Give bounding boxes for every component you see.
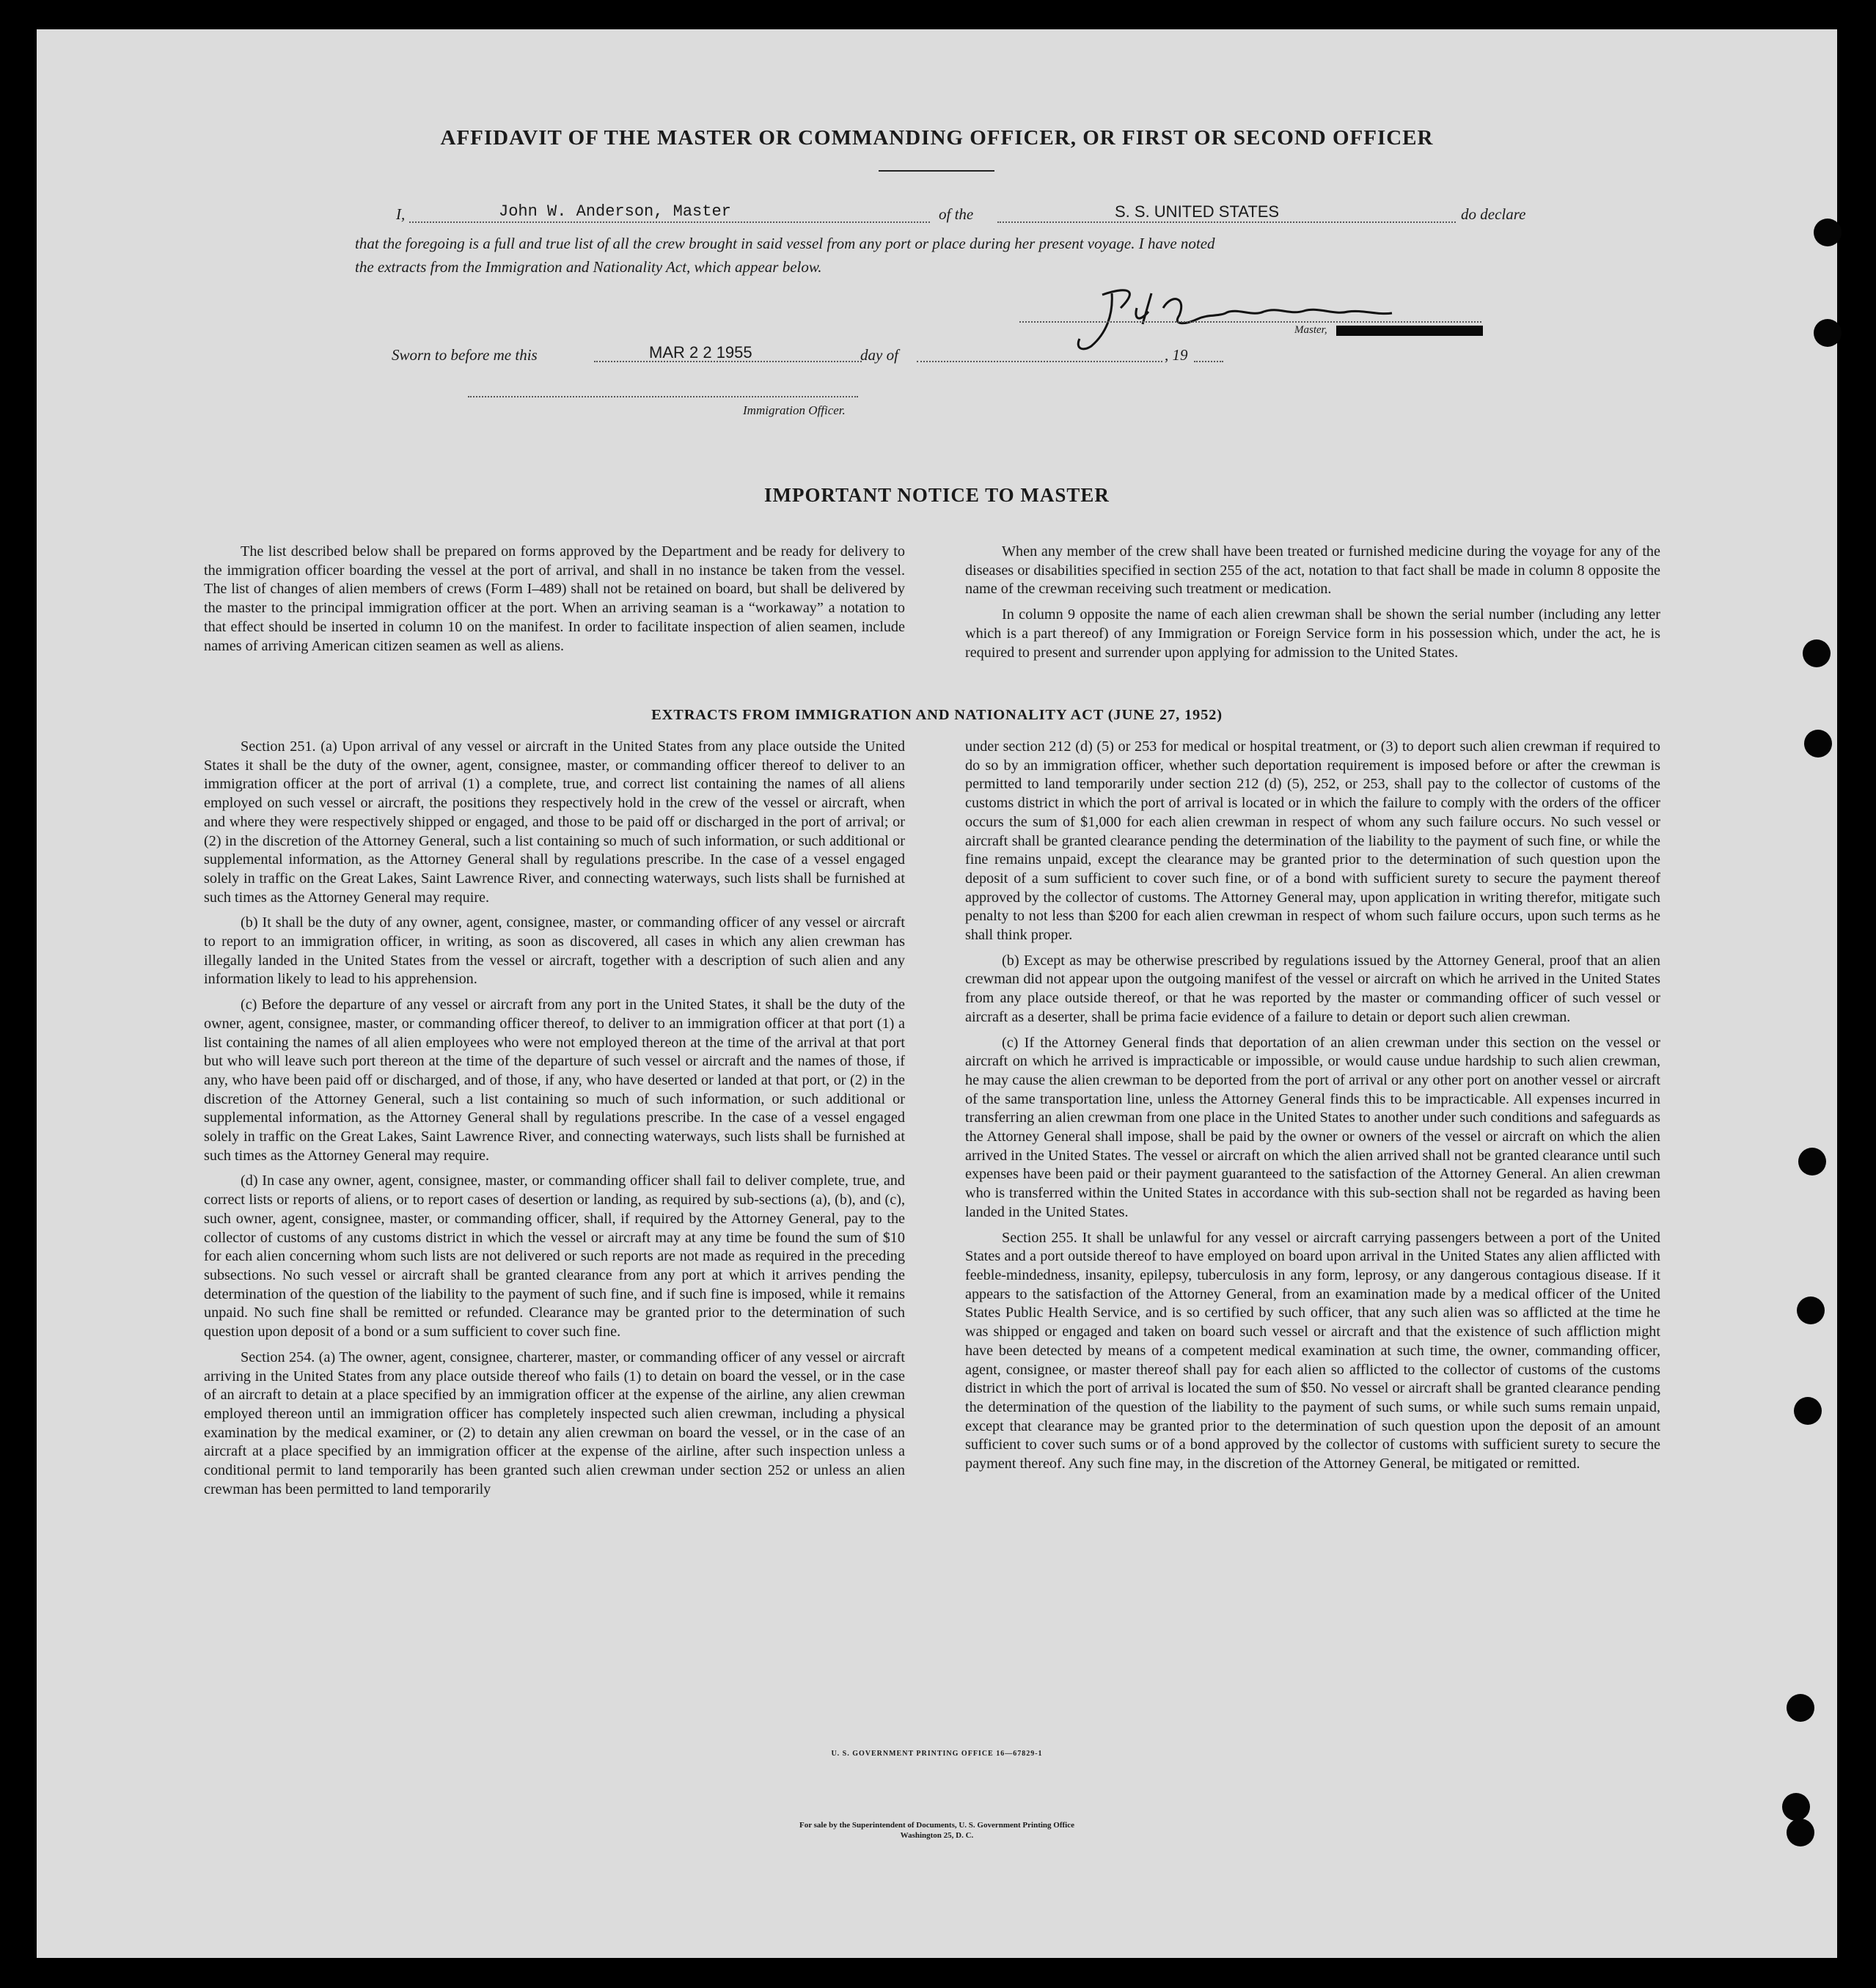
notice-paragraph: When any member of the crew shall have been treated or furnished medicine during the voyage for any of the diseases or disabilities specified in section 255 of the act, notation to that fact shall be made in column 8 opposite the name of the crewman receiving such treatment or medication. [965, 543, 1660, 598]
punch-hole [1798, 1148, 1826, 1175]
punch-hole [1814, 219, 1842, 246]
punch-hole [1794, 1397, 1822, 1425]
year-line [1194, 361, 1223, 362]
extracts-left-column [204, 738, 905, 1505]
section-paragraph: under section 212 (d) (5) or 253 for medical or hospital treatment, or (3) to deport such alien crewman if required to do so by an immigration officer, whether such deportation requirement is imposed before or after the crewman is permitted to land temporarily under section 212 (d) (5), 252, or 253, shall pay to the collector of customs of the customs district in which the port of arrival is located or in which the failure to comply with the orders of the officer occurs the sum of $1,000 for each alien crewman in respect of whom any such failure occurs. No such vessel or aircraft shall be granted clearance pending the determination of the liability to the payment of such fine, or while the fine remains unpaid, except the clearance may be granted prior to the determination of such question upon the deposit of a sum sufficient to cover such fine, or of a bond with sufficient surety to secure the payment thereof approved by the collector of customs. The Attorney General may, upon application in writing therefor, mitigate such penalty to not less than $200 for each alien crewman in respect of whom such failure occurs, upon such terms as he shall think proper. [965, 738, 1660, 944]
notice-left-column [204, 543, 905, 662]
of-the-label: of the [939, 205, 974, 223]
extracts-title: EXTRACTS FROM IMMIGRATION AND NATIONALITY ACT (JUNE 27, 1952) [651, 707, 1223, 723]
section-paragraph: Section 255. It shall be unlawful for any vessel or aircraft carrying passengers between a port of the United States and a port outside thereof to have employed on board upon arrival in the United States any alien afflicted with feeble-mindedness, insanity, epilepsy, tuberculosis in any form, leprosy, or any dangerous contagious disease. If it appears to the satisfaction of the Attorney General, from an examination made by a medical officer of the United States Public Health Service, and is so certified by such officer, that any such alien was so afflicted at the time he was shipped or engaged and taken on board such vessel or aircraft and that the existence of such affliction might have been detected by means of a competent medical examination at such time, the owner, commanding officer, agent, consignee, or master thereof shall pay for each alien so afflicted to the collector of customs of the customs district in which the port of arrival is located the sum of $50. No vessel or aircraft shall be granted clearance pending the determination of the question of the liability to the payment of such sums, or while such sums remain unpaid, except that clearance may be granted prior to the determination of such question upon the deposit of an amount sufficient to cover such sums or of a bond approved by the collector of customs with sufficient surety to secure the payment thereof. Any such fine may, in the discretion of the Attorney General, be mitigated or remitted. [965, 1229, 1660, 1472]
immigration-officer-label: Immigration Officer. [743, 403, 846, 417]
master-label: Master, [1294, 324, 1327, 336]
declaration-text-line3: the extracts from the Immigration and Nationality Act, which appear below. [355, 258, 822, 276]
signature-line [1019, 321, 1481, 323]
vessel-name: S. S. UNITED STATES [1115, 202, 1280, 221]
notice-right-column [965, 543, 1660, 669]
notice-paragraph: In column 9 opposite the name of each alien crewman shall be shown the serial number (including any letter which is a part thereof) of any Immigration or Foreign Service form in his possession which, under the act, he is required to present and surrender upon applying for admission to the United States. [965, 606, 1660, 661]
redaction-bar [1336, 326, 1483, 336]
section-paragraph: Section 254. (a) The owner, agent, consignee, charterer, master, or commanding officer of any vessel or aircraft arriving in the United States from any place outside thereof who fails (1) to detain on board the vessel, or in the case of an aircraft to detain at a place specified by an immigration officer at the expense of the airline, any alien crewman employed thereon until an immigration officer has completely inspected such alien crewman, including a physical examination by the medical examiner, or (2) to detain any alien crewman on board the vessel, or in the case of an aircraft at a place specified by an immigration officer at the expense of the airline, after such inspection unless a conditional permit to land temporarily has been granted such alien crewman under section 252 or unless an alien crewman has been permitted to land temporarily [204, 1349, 905, 1497]
section-paragraph: (c) If the Attorney General finds that deportation of an alien crewman under this section on the vessel or aircraft on which he arrived is impracticable or impossible, or would cause undue hardship to such alien crewman, he may cause the alien crewman to be deported from the port of arrival or any other port on another vessel or aircraft of the same transportation line, unless the Attorney General finds this to be impracticable. All expenses incurred in transferring an alien crewman from one place in the United States to another under such conditions and safeguards as the Attorney General shall impose, shall be paid by the owner or owners of the vessel or aircraft on which the alien arrived in the United States. The vessel or aircraft on which the alien arrived shall not be granted clearance until such expenses have been paid or their payment guaranteed to the satisfaction of the Attorney General. An alien crewman who is transferred within the United States in accordance with this sub-section shall not be regarded as having been landed in the United States. [965, 1034, 1660, 1220]
section-paragraph: (b) It shall be the duty of any owner, agent, consignee, master, or commanding officer of any vessel or aircraft to report to an immigration officer, in writing, as soon as discovered, all cases in which any alien crewman has illegally landed in the United States from the vessel or aircraft, together with a description of such alien and any information likely to lead to his apprehension. [204, 914, 905, 988]
declarant-name: John W. Anderson, Master [499, 202, 731, 221]
sale-notice [37, 1820, 1837, 1841]
sworn-date-stamp: MAR 2 2 1955 [649, 343, 752, 362]
year-prefix: , 19 [1165, 346, 1188, 364]
officer-signature-line [468, 396, 858, 397]
printing-office-code: U. S. GOVERNMENT PRINTING OFFICE 16—67829-1 [831, 1750, 1043, 1758]
vessel-line [997, 221, 1456, 223]
declarant-line [409, 221, 930, 223]
sale-line-1: For sale by the Superintendent of Documents, U. S. Government Printing Office [799, 1821, 1074, 1830]
master-signature [1069, 279, 1421, 359]
sale-line-2: Washington 25, D. C. [900, 1831, 974, 1840]
section-paragraph: (c) Before the departure of any vessel or aircraft from any port in the United States, it shall be the duty of the owner, agent, consignee, master, or commanding officer thereof, to deliver to an immigration officer at that port (1) a list containing the names of all alien employees who were not employed thereon at the time of the arrival at that port but who will leave such port thereon at the time of the departure of such vessel or aircraft and the names of those, if any, who have been paid off or discharged, and of those, if any, who have deserted or landed at that port, or (2) in the discretion of the Attorney General, such a list containing so much of such information, or such additional or supplemental information, as the Attorney General shall by regulations prescribe. In the case of a vessel engaged solely in traffic on the Great Lakes, Saint Lawrence River, and connecting waterways, such lists shall be furnished at such times as the Attorney General may require. [204, 997, 905, 1164]
affidavit-title: AFFIDAVIT OF THE MASTER OR COMMANDING OFFICER, OR FIRST OR SECOND OFFICER [440, 126, 1434, 150]
punch-hole [1803, 639, 1831, 667]
punch-hole [1814, 319, 1842, 347]
notice-title: IMPORTANT NOTICE TO MASTER [764, 484, 1110, 506]
month-line [917, 361, 1162, 362]
declare-label: do declare [1461, 205, 1526, 223]
day-of-label: day of [860, 346, 898, 364]
section-paragraph: (b) Except as may be otherwise prescribed by regulations issued by the Attorney General, proof that an alien crewman did not appear upon the outgoing manifest of the vessel or aircraft on which he arrived in the United States from any place outside thereof, or that he was reported by the master or commanding officer of such vessel or aircraft as a deserter, shall be prima facie evidence of a failure to detain or deport such alien crewman. [965, 952, 1660, 1025]
declarant-prefix: I, [396, 205, 406, 223]
punch-hole [1782, 1793, 1810, 1821]
punch-hole [1804, 730, 1832, 758]
section-paragraph: (d) In case any owner, agent, consignee, master, or commanding officer shall fail to deliver complete, true, and correct lists or reports of aliens, or to report cases of desertion or landing, as required by sub-sections (a), (b), and (c), such owner, agent, consignee, master, or commanding officer, shall, if required by the Attorney General, pay to the collector of customs of any customs district in which the vessel or aircraft may at any time be found the sum of $10 for each alien concerning whom such lists are not delivered or such reports are not made as required in the preceding subsections. No such vessel or aircraft shall be granted clearance from any port at which it arrives pending the determination of the question of the liability to the payment of such fine, and if such fine is imposed, while it remains unpaid. No such fine shall be remitted or refunded. Clearance may be granted prior to the determination of such question upon deposit of a bond or a sum sufficient to cover such fine. [204, 1173, 905, 1340]
notice-paragraph: The list described below shall be prepared on forms approved by the Department and be ready for delivery to the immigration officer boarding the vessel at the port of arrival, and shall in no instance be taken from the vessel. The list of changes of alien members of crews (Form I–489) shall not be retained on board, but shall be delivered by the master to the principal immigration officer at the port. When an arriving seaman is a “workaway” a notation to that effect should be inserted in column 10 on the manifest. In order to facilitate inspection of alien seamen, include names of arriving American citizen seamen as well as aliens. [204, 543, 905, 654]
title-rule [879, 170, 994, 172]
extracts-right-column [965, 738, 1660, 1481]
document-page [37, 29, 1837, 1958]
section-paragraph: Section 251. (a) Upon arrival of any vessel or aircraft in the United States from any place outside the United States it shall be the duty of the owner, agent, consignee, master, or commanding officer thereof to deliver to an immigration officer at the port of arrival (1) a complete, true, and correct list containing the names of all aliens employed on such vessel or aircraft, the positions they respectively hold in the crew of the vessel or aircraft, when and where they were respectively shipped or engaged, and those to be paid off or discharged in the port of arrival; or (2) in the discretion of the Attorney General, such a list containing so much of such information, or such additional or supplemental information, as the Attorney General shall by regulations prescribe. In the case of a vessel engaged solely in traffic on the Great Lakes, Saint Lawrence River, and connecting waterways, such lists shall be furnished at such times as the Attorney General may require. [204, 738, 905, 906]
punch-hole [1787, 1694, 1814, 1722]
punch-hole [1797, 1296, 1825, 1324]
sworn-label: Sworn to before me this [392, 346, 538, 364]
declaration-text-line2: that the foregoing is a full and true list of all the crew brought in said vessel from any port or place during her present voyage. I have noted [355, 235, 1215, 252]
